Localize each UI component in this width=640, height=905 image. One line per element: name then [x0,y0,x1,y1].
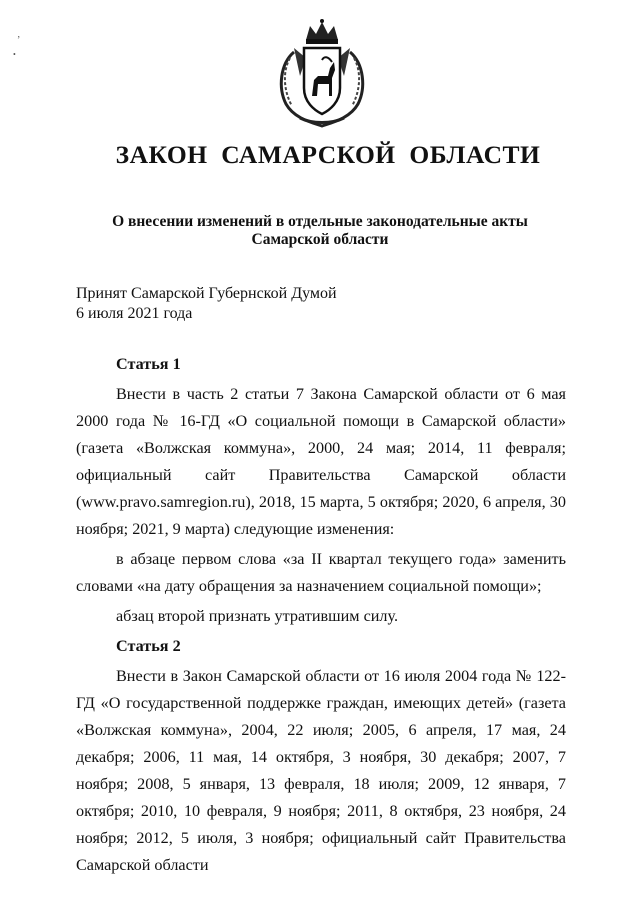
article-paragraph: в абзаце первом слова «за II квартал текущего года» заменить словами «на дату обращения за назначением социальной помощи»; [76,550,566,595]
article-heading: Статья 2 [116,637,181,655]
adoption-body: Принят Самарской Губернской Думой [76,285,337,302]
document-subtitle [100,213,540,249]
subtitle-line: Самарской области [251,231,389,248]
article-paragraph: Внести в часть 2 статьи 7 Закона Самарской области от 6 мая 2000 года № 16-ГД «О социальной помощи в Самарской области» (газета «Волжская коммуна», 2000, 24 мая; 2014, 11 февраля; официальный сайт Правительства Самарской области (www.pravo.samregion.ru), 2018, 15 марта, 5 октября; 2020, 6 апреля, 30 ноября; 2021, 9 марта) следующие изменения: [76,385,566,538]
document-title: ЗАКОН САМАРСКОЙ ОБЛАСТИ [115,140,541,169]
samara-coat-of-arms-icon [272,18,372,130]
adoption-date: 6 июля 2021 года [76,305,193,322]
article-heading: Статья 1 [116,355,181,373]
scan-speck: ’ [17,35,21,46]
subtitle-line: О внесении изменений в отдельные законодательные акты [112,213,528,230]
document-body [76,351,566,879]
scan-speck: • [13,50,16,59]
adoption-info [76,284,337,324]
article-paragraph: абзац второй признать утратившим силу. [116,607,399,625]
article-paragraph: Внести в Закон Самарской области от 16 июля 2004 года № 122-ГД «О государственной поддержке граждан, имеющих детей» (газета «Волжская коммуна», 2004, 22 июля; 2005, 6 апреля, 17 мая, 24 декабря; 2006, 11 мая, 14 октября, 3 ноября, 30 декабря; 2007, 7 ноября; 2008, 5 января, 13 февраля, 18 июля; 2009, 12 января, 7 октября; 2010, 10 февраля, 9 ноября; 2011, 8 октября, 23 ноября, 24 ноября; 2012, 5 июля, 3 ноября; официальный сайт Правительства Самарской области [76,667,566,874]
